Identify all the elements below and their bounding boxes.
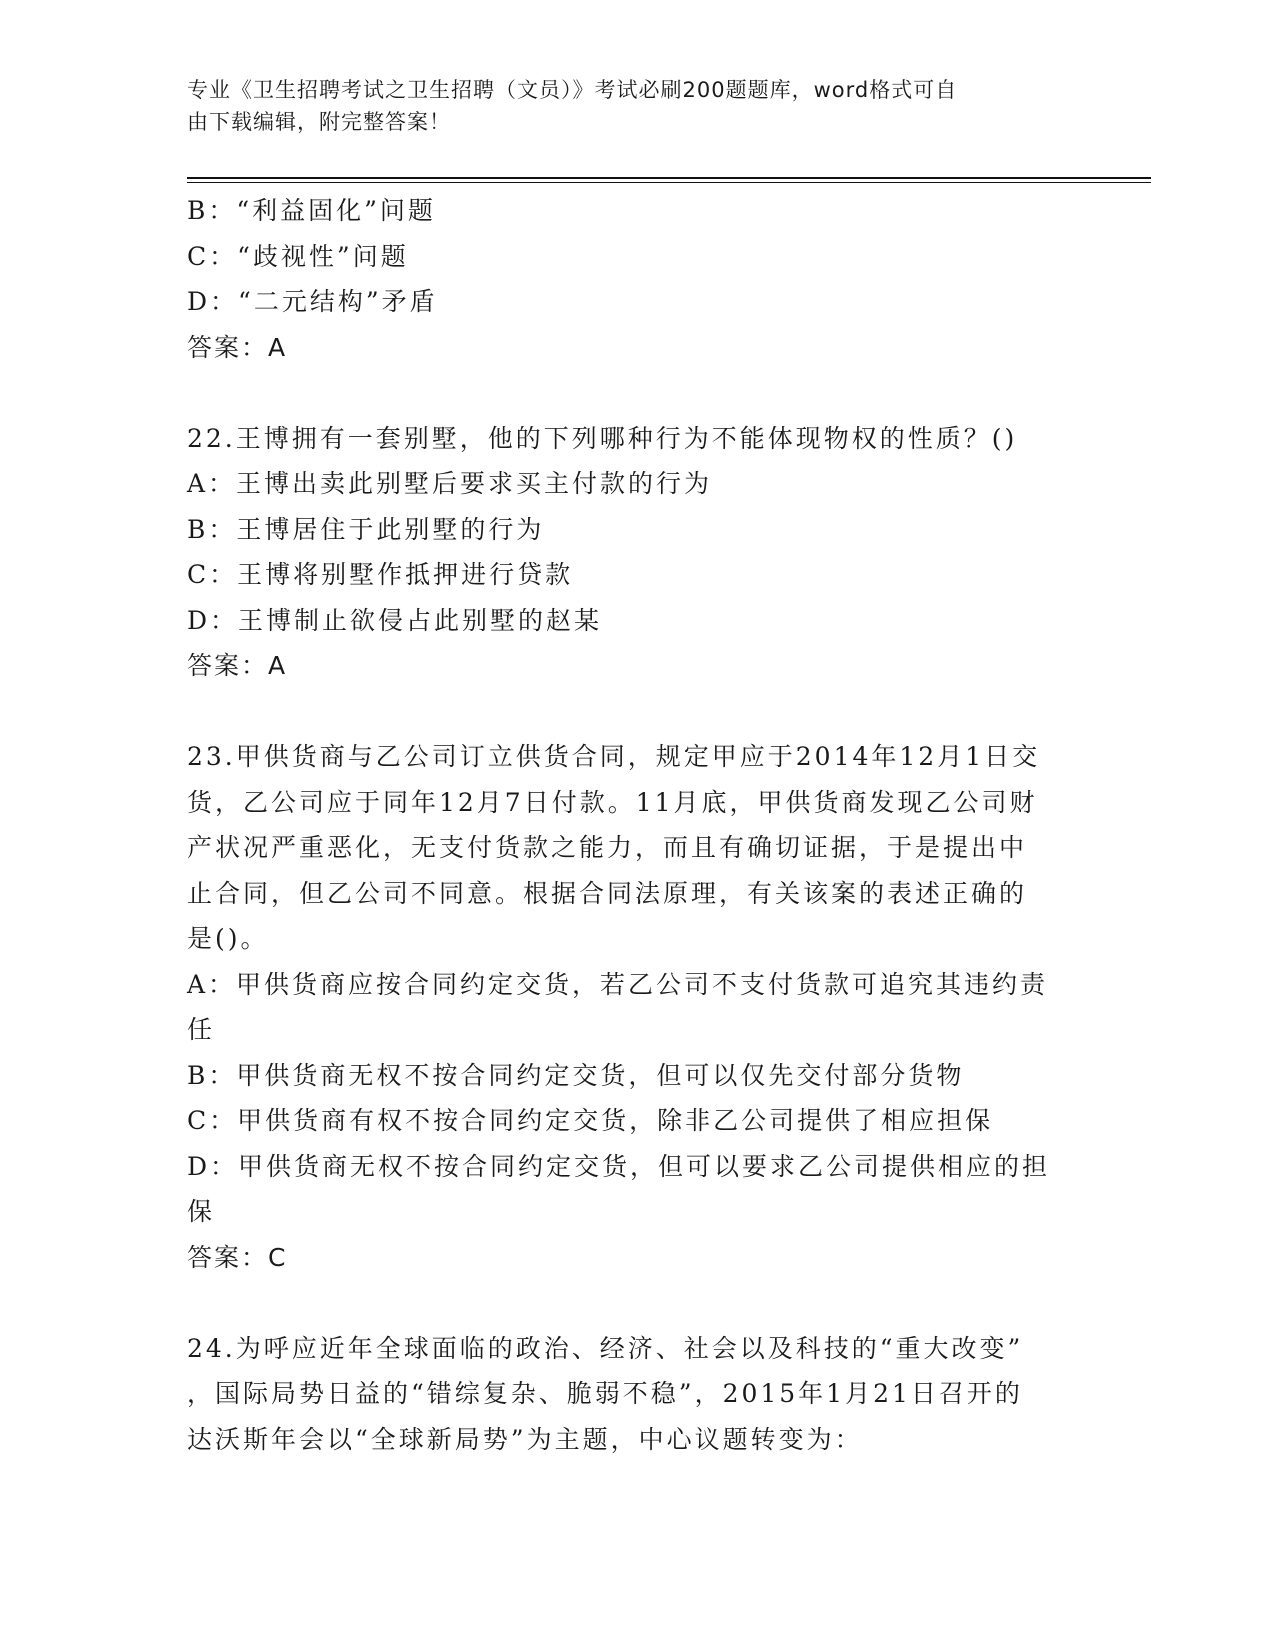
question-23-block bbox=[187, 734, 1087, 1280]
spacer bbox=[187, 1280, 1087, 1326]
question-23-option-b: B：甲供货商无权不按合同约定交货，但可以仅先交付部分货物 bbox=[187, 1060, 965, 1090]
question-24-stem-line: 24.为呼应近年全球面临的政治、经济、社会以及科技的“重大改变” bbox=[187, 1333, 1024, 1363]
question-21-option-c: C：“歧视性”问题 bbox=[187, 241, 409, 271]
question-23-option-d: D：甲供货商无权不按合同约定交货，但可以要求乙公司提供相应的担 bbox=[187, 1151, 1051, 1181]
header-title-line-2: 由下载编辑，附完整答案！ bbox=[187, 110, 451, 134]
question-23-stem-line: 23.甲供货商与乙公司订立供货合同，规定甲应于2014年12月1日交 bbox=[187, 742, 1041, 771]
question-23-answer: 答案：C bbox=[187, 1242, 288, 1272]
question-23-option-d-cont: 保 bbox=[187, 1197, 216, 1226]
spacer bbox=[187, 689, 1087, 735]
question-22-block bbox=[187, 416, 1087, 689]
question-21-answer: 答案：A bbox=[187, 332, 288, 362]
document-header bbox=[187, 74, 1087, 138]
question-23-stem-line: 止合同，但乙公司不同意。根据合同法原理，有关该案的表述正确的 bbox=[187, 878, 1028, 908]
question-24-stem-line: 达沃斯年会以“全球新局势”为主题，中心议题转变为： bbox=[187, 1424, 863, 1454]
header-divider-thick bbox=[187, 177, 1151, 179]
question-23-option-a-cont: 任 bbox=[187, 1015, 216, 1044]
question-24-block bbox=[187, 1326, 1087, 1463]
header-divider-thin bbox=[187, 182, 1151, 183]
question-22-option-d: D：王博制止欲侵占此别墅的赵某 bbox=[187, 605, 603, 635]
question-21-option-b: B：“利益固化”问题 bbox=[187, 196, 436, 225]
question-23-stem-line: 是()。 bbox=[187, 924, 269, 953]
spacer bbox=[187, 370, 1087, 416]
question-22-option-c: C：王博将别墅作抵押进行贷款 bbox=[187, 560, 574, 589]
question-23-option-c: C：甲供货商有权不按合同约定交货，除非乙公司提供了相应担保 bbox=[187, 1106, 994, 1135]
question-22-option-b: B：王博居住于此别墅的行为 bbox=[187, 514, 545, 544]
question-22-answer: 答案：A bbox=[187, 651, 288, 680]
question-23-stem-line: 货，乙公司应于同年12月7日付款。11月底，甲供货商发现乙公司财 bbox=[187, 787, 1038, 817]
question-23-stem-line: 产状况严重恶化，无支付货款之能力，而且有确切证据，于是提出中 bbox=[187, 833, 1028, 862]
question-21-block bbox=[187, 188, 1087, 370]
question-22-option-a: A：王博出卖此别墅后要求买主付款的行为 bbox=[187, 469, 713, 498]
question-24-stem-line: ，国际局势日益的“错综复杂、脆弱不稳”，2015年1月21日召开的 bbox=[187, 1379, 1023, 1408]
question-22-stem: 22.王博拥有一套别墅，他的下列哪种行为不能体现物权的性质？() bbox=[187, 423, 1018, 453]
document-body bbox=[187, 188, 1087, 1462]
header-title-line-1: 专业《卫生招聘考试之卫生招聘（文员）》考试必刷200题题库，word格式可自 bbox=[187, 78, 958, 102]
question-21-option-d: D：“二元结构”矛盾 bbox=[187, 287, 438, 316]
question-23-option-a: A：甲供货商应按合同约定交货，若乙公司不支付货款可追究其违约责 bbox=[187, 969, 1049, 999]
